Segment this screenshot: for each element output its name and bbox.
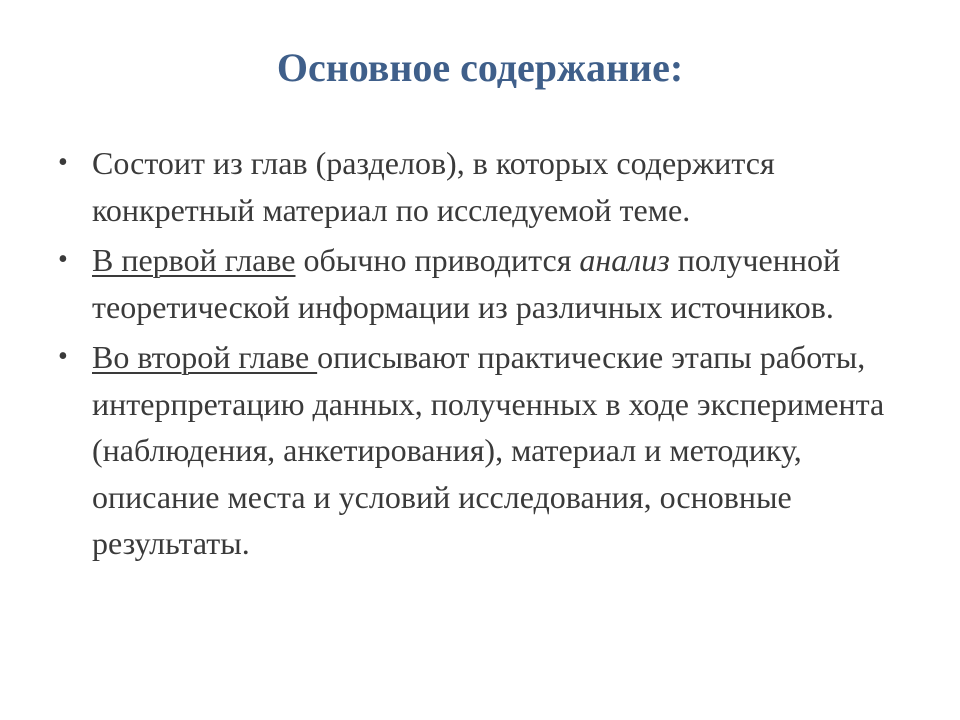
- bullet-item-2: [56, 237, 906, 330]
- bullet-list: [56, 140, 906, 571]
- bullet-text: описывают практические этапы работы, интерпретацию данных, полученных в ходе эксперимента (наблюдения, анкетирования), материал и методику, описание места и условий исследования, основные результаты.: [92, 339, 885, 561]
- bullet-item-1: [56, 140, 906, 233]
- bullet-text-part: обычно приводится: [295, 242, 580, 278]
- bullet-marker: •: [58, 341, 68, 372]
- bullet-marker: •: [58, 244, 68, 275]
- underlined-phrase: В первой главе: [92, 242, 296, 278]
- italic-phrase: анализ: [579, 242, 670, 278]
- bullet-marker: •: [58, 147, 68, 178]
- bullet-text-part: полученной теоретической информации из различных источников.: [92, 242, 841, 325]
- bullet-item-3: [56, 334, 906, 567]
- underlined-phrase: Во второй главе: [92, 339, 318, 375]
- bullet-text: Состоит из глав (разделов), в которых содержится конкретный материал по исследуемой теме.: [92, 145, 775, 228]
- slide-title: Основное содержание:: [276, 45, 684, 90]
